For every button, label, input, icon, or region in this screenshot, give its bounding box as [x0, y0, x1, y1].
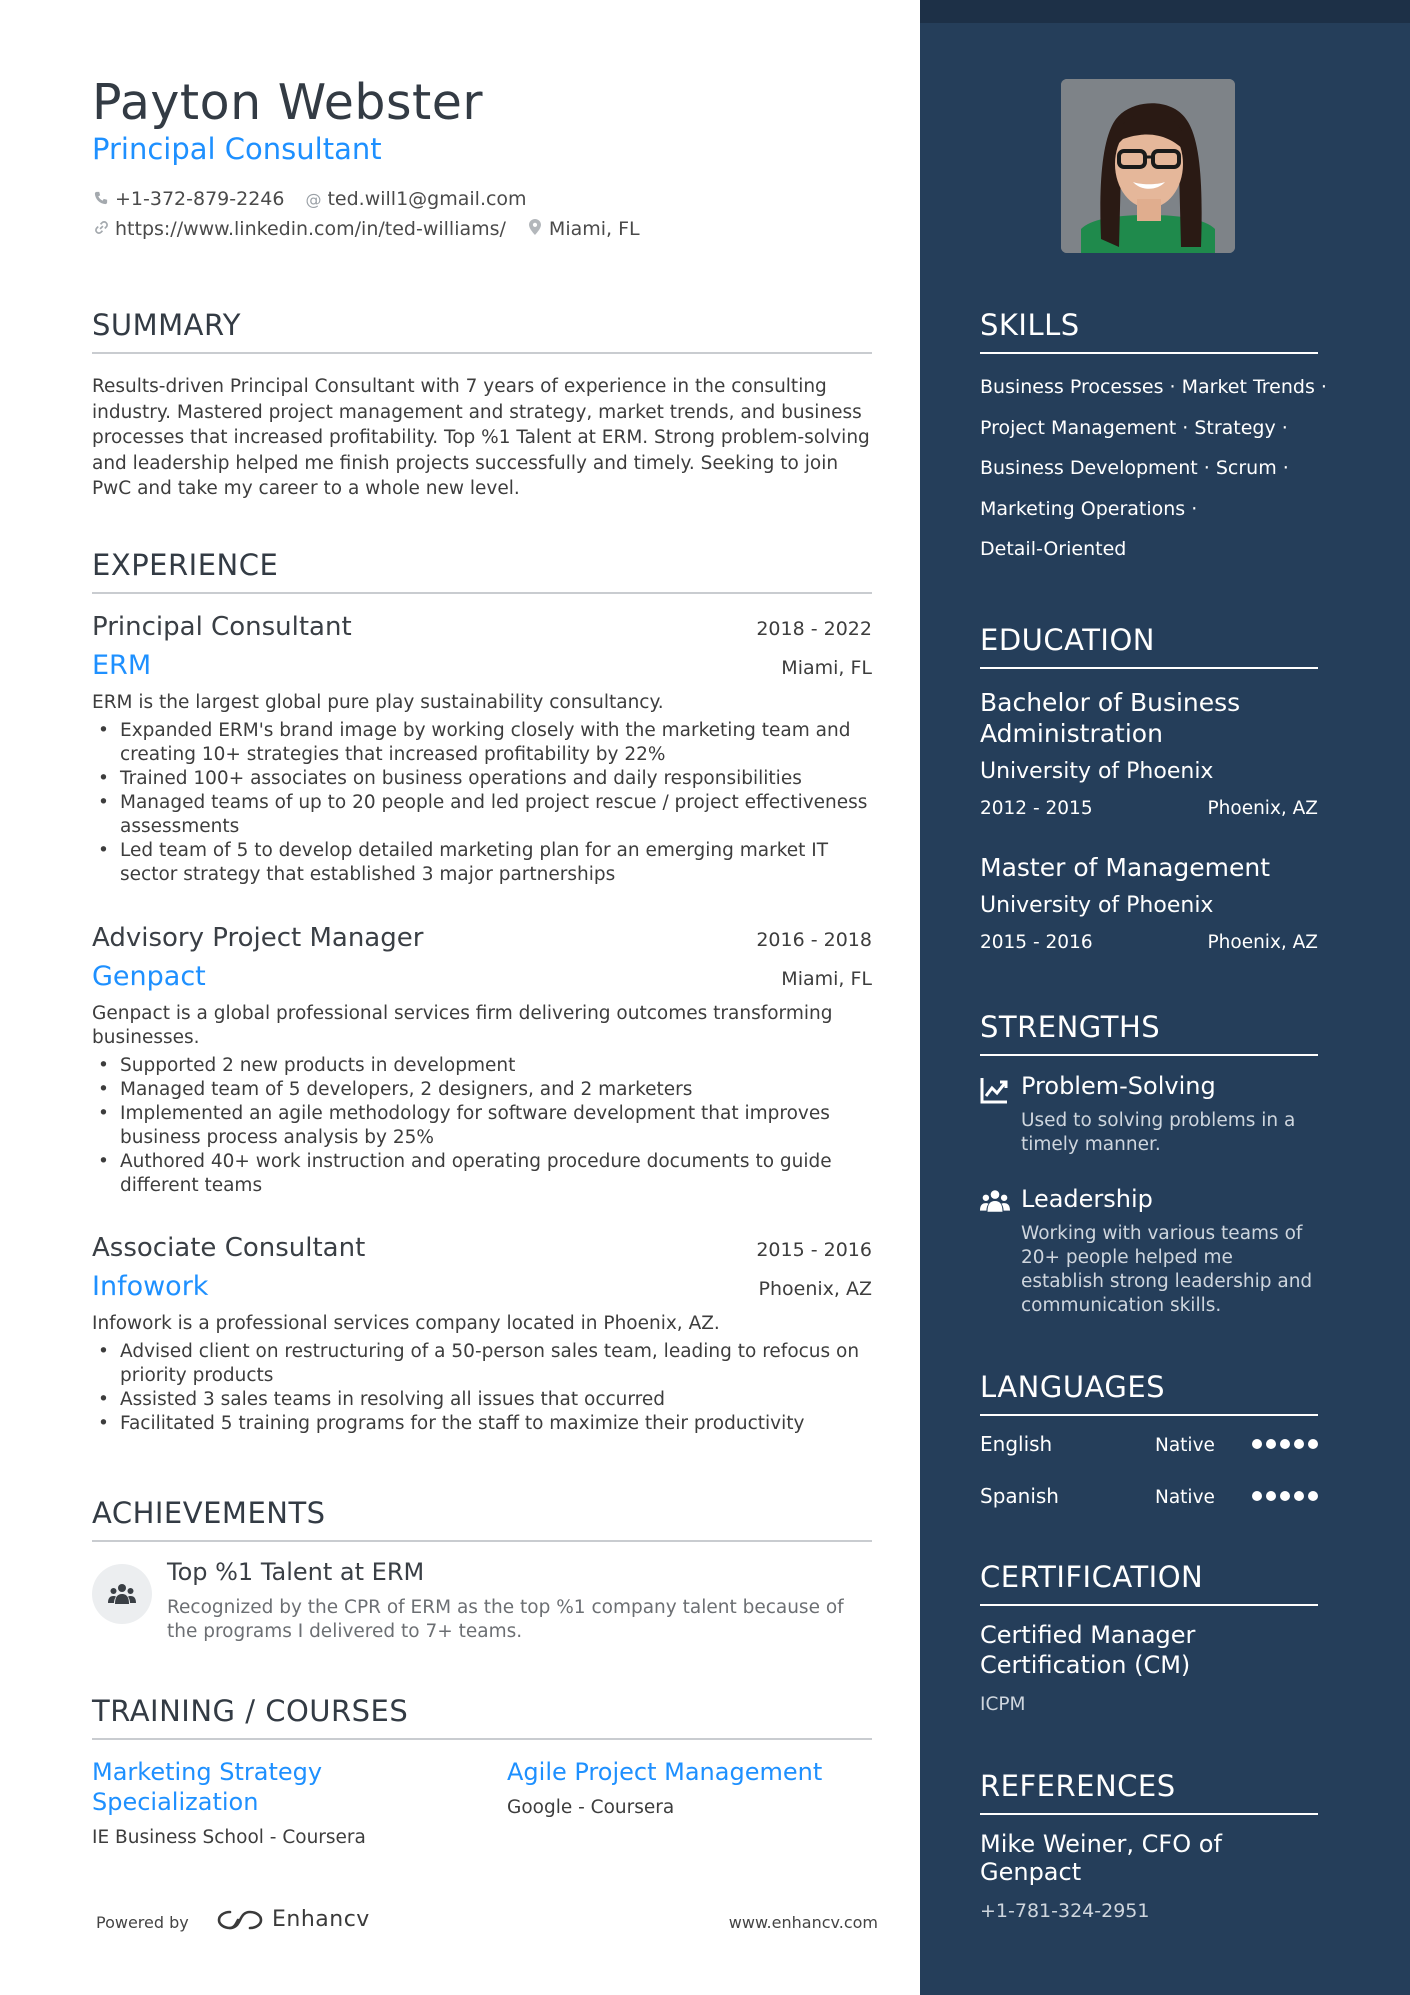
- location-text: Miami, FL: [548, 218, 640, 240]
- certification-section: [980, 1560, 1318, 1606]
- summary-text: Results-driven Principal Consultant with 7 years of experience in the consulting industry. Mastered project management and strategy, market trends, and business processes that increased profitability. Top %1 Talent at ERM. Strong problem-solving and leadership helped me finish projects successfully and timely. Seeking to join PwC and take my career to a whole new level.: [92, 376, 870, 499]
- education-location: Phoenix, AZ: [1207, 932, 1318, 953]
- language-level: Native: [1155, 1487, 1215, 1508]
- phone-item: [92, 188, 284, 210]
- languages-heading: LANGUAGES: [980, 1370, 1318, 1416]
- enhancv-logo[interactable]: [216, 1907, 370, 1932]
- education-section: [980, 623, 1318, 669]
- contact-row-2: [92, 218, 660, 240]
- job-bullet: • Managed team of 5 developers, 2 designers, and 2 marketers: [92, 1078, 872, 1102]
- course-title[interactable]: Agile Project Management: [507, 1758, 823, 1786]
- education-location: Phoenix, AZ: [1207, 798, 1318, 819]
- job-bullet: • Led team of 5 to develop detailed marketing plan for an emerging market IT sector strategy that established 3 major partnerships: [92, 839, 872, 887]
- language-level: Native: [1155, 1435, 1215, 1456]
- skills-section: [980, 308, 1318, 354]
- job-location: Phoenix, AZ: [758, 1278, 872, 1300]
- job-entry: [92, 1233, 872, 1436]
- education-dates: 2012 - 2015: [980, 798, 1093, 819]
- skill-line: Business Development · Scrum ·: [980, 457, 1289, 479]
- achievement-title: Top %1 Talent at ERM: [167, 1558, 425, 1586]
- education-heading: EDUCATION: [980, 623, 1318, 669]
- job-location: Miami, FL: [781, 968, 872, 990]
- education-school: University of Phoenix: [980, 759, 1214, 784]
- people-group-icon: [92, 1564, 152, 1624]
- strength-title: Problem-Solving: [1021, 1072, 1216, 1100]
- course-source: IE Business School - Coursera: [92, 1827, 366, 1848]
- job-title: Associate Consultant: [92, 1233, 366, 1263]
- rating-dot: [1252, 1439, 1262, 1449]
- job-bullet: • Implemented an agile methodology for software development that improves business process analysis by 25%: [92, 1102, 872, 1150]
- skills-heading: SKILLS: [980, 308, 1318, 354]
- education-school: University of Phoenix: [980, 893, 1214, 918]
- candidate-title: Principal Consultant: [92, 132, 382, 166]
- powered-by-label: Powered by: [96, 1913, 189, 1932]
- job-bullets: [92, 719, 872, 887]
- education-degree: Master of Management: [980, 853, 1271, 882]
- skill-line: Business Processes · Market Trends ·: [980, 376, 1327, 398]
- course-item: [92, 1757, 432, 1848]
- job-description: Infowork is a professional services company located in Phoenix, AZ.: [92, 1313, 720, 1334]
- job-description: Genpact is a global professional services firm delivering outcomes transforming businesses.: [92, 1003, 833, 1048]
- footer-site[interactable]: www.enhancv.com: [728, 1913, 878, 1932]
- contact-row-1: [92, 188, 547, 210]
- education-degree: Bachelor of Business Administration: [980, 688, 1241, 748]
- training-heading: TRAINING / COURSES: [92, 1694, 872, 1740]
- skill-line: Project Management · Strategy ·: [980, 416, 1288, 439]
- language-name: English: [980, 1432, 1053, 1456]
- rating-dot: [1308, 1439, 1318, 1449]
- rating-dot: [1252, 1491, 1262, 1501]
- link-icon: [92, 220, 110, 239]
- strengths-heading: STRENGTHS: [980, 1010, 1318, 1056]
- references-section: [980, 1769, 1318, 1815]
- profile-photo: [1061, 79, 1235, 253]
- footer: [96, 1905, 878, 1935]
- rating-dot: [1280, 1439, 1290, 1449]
- linkedin-text[interactable]: https://www.linkedin.com/in/ted-williams/: [115, 218, 506, 240]
- reference-name: Mike Weiner, CFO of Genpact: [980, 1830, 1222, 1886]
- skills-list: [980, 372, 1330, 575]
- candidate-name: Payton Webster: [92, 74, 484, 131]
- job-bullet: • Supported 2 new products in development: [92, 1054, 872, 1078]
- rating-dot: [1280, 1491, 1290, 1501]
- enhancv-logo-icon: [216, 1908, 264, 1932]
- at-icon: @: [305, 189, 322, 209]
- skill-line: Detail-Oriented: [980, 538, 1127, 560]
- job-bullet: • Advised client on restructuring of a 50-person sales team, leading to refocus on priority products: [92, 1340, 872, 1388]
- achievement-description: Recognized by the CPR of ERM as the top %1 company talent because of the programs I delivered to 7+ teams.: [167, 1597, 844, 1642]
- job-location: Miami, FL: [781, 657, 872, 679]
- job-bullet: • Facilitated 5 training programs for the staff to maximize their productivity: [92, 1412, 872, 1436]
- chart-line-icon: [980, 1076, 1010, 1106]
- job-description: ERM is the largest global pure play sustainability consultancy.: [92, 692, 664, 713]
- rating-dot: [1294, 1491, 1304, 1501]
- strengths-section: [980, 1010, 1318, 1056]
- course-title[interactable]: Marketing Strategy Specialization: [92, 1758, 323, 1816]
- rating-dot: [1308, 1491, 1318, 1501]
- reference-phone: +1-781-324-2951: [980, 1900, 1150, 1922]
- course-source: Google - Coursera: [507, 1797, 675, 1818]
- experience-heading: EXPERIENCE: [92, 548, 872, 594]
- summary-heading: SUMMARY: [92, 308, 872, 354]
- phone-text: +1-372-879-2246: [115, 188, 285, 210]
- linkedin-item[interactable]: [92, 218, 506, 240]
- job-dates: 2018 - 2022: [756, 618, 872, 640]
- language-rating: [1252, 1491, 1318, 1501]
- references-heading: REFERENCES: [980, 1769, 1318, 1815]
- course-item: [507, 1757, 872, 1818]
- reference-item: [980, 1830, 1318, 1922]
- sidebar-top-strip: [920, 0, 1410, 23]
- rating-dot: [1294, 1439, 1304, 1449]
- phone-icon: [92, 190, 110, 209]
- job-bullet: • Managed teams of up to 20 people and led project rescue / project effectiveness assessments: [92, 791, 872, 839]
- job-dates: 2015 - 2016: [756, 1239, 872, 1261]
- job-company[interactable]: ERM: [92, 650, 152, 681]
- job-entry: [92, 612, 872, 887]
- language-rating: [1252, 1439, 1318, 1449]
- email-item[interactable]: [304, 188, 526, 210]
- certification-heading: CERTIFICATION: [980, 1560, 1318, 1606]
- language-item: [980, 1484, 1318, 1514]
- job-entry: [92, 923, 872, 1198]
- job-company[interactable]: Infowork: [92, 1271, 209, 1302]
- job-bullet: • Trained 100+ associates on business operations and daily responsibilities: [92, 767, 872, 791]
- job-company[interactable]: Genpact: [92, 961, 206, 992]
- map-pin-icon: [526, 219, 544, 239]
- rating-dot: [1266, 1491, 1276, 1501]
- skill-line: Marketing Operations ·: [980, 497, 1198, 520]
- people-group-icon: [980, 1189, 1010, 1219]
- certification-item: [980, 1620, 1318, 1715]
- education-item: [980, 687, 1318, 819]
- achievements-heading: ACHIEVEMENTS: [92, 1496, 872, 1542]
- job-bullet: • Assisted 3 sales teams in resolving all issues that occurred: [92, 1388, 872, 1412]
- certification-issuer: ICPM: [980, 1694, 1026, 1715]
- email-text[interactable]: ted.will1@gmail.com: [327, 188, 527, 210]
- job-bullets: [92, 1340, 872, 1436]
- job-bullets: [92, 1054, 872, 1198]
- languages-section: [980, 1370, 1318, 1416]
- job-bullet: • Authored 40+ work instruction and operating procedure documents to guide different teams: [92, 1150, 872, 1198]
- rating-dot: [1266, 1439, 1276, 1449]
- job-title: Advisory Project Manager: [92, 923, 424, 953]
- education-dates: 2015 - 2016: [980, 932, 1093, 953]
- enhancv-logo-text: Enhancv: [272, 1907, 370, 1932]
- education-item: [980, 852, 1318, 953]
- job-title: Principal Consultant: [92, 612, 352, 642]
- sidebar: [920, 0, 1410, 1995]
- job-dates: 2016 - 2018: [756, 929, 872, 951]
- certification-title: Certified Manager Certification (CM): [980, 1621, 1196, 1679]
- language-item: [980, 1432, 1318, 1462]
- job-bullet: • Expanded ERM's brand image by working closely with the marketing team and creating 10+ strategies that increased profitability by 22%: [92, 719, 872, 767]
- strength-title: Leadership: [1021, 1185, 1153, 1213]
- language-name: Spanish: [980, 1484, 1059, 1508]
- location-item: [526, 218, 640, 240]
- strength-description: Used to solving problems in a timely manner.: [1021, 1110, 1296, 1155]
- strength-description: Working with various teams of 20+ people helped me establish strong leadership and communication skills.: [1021, 1223, 1313, 1316]
